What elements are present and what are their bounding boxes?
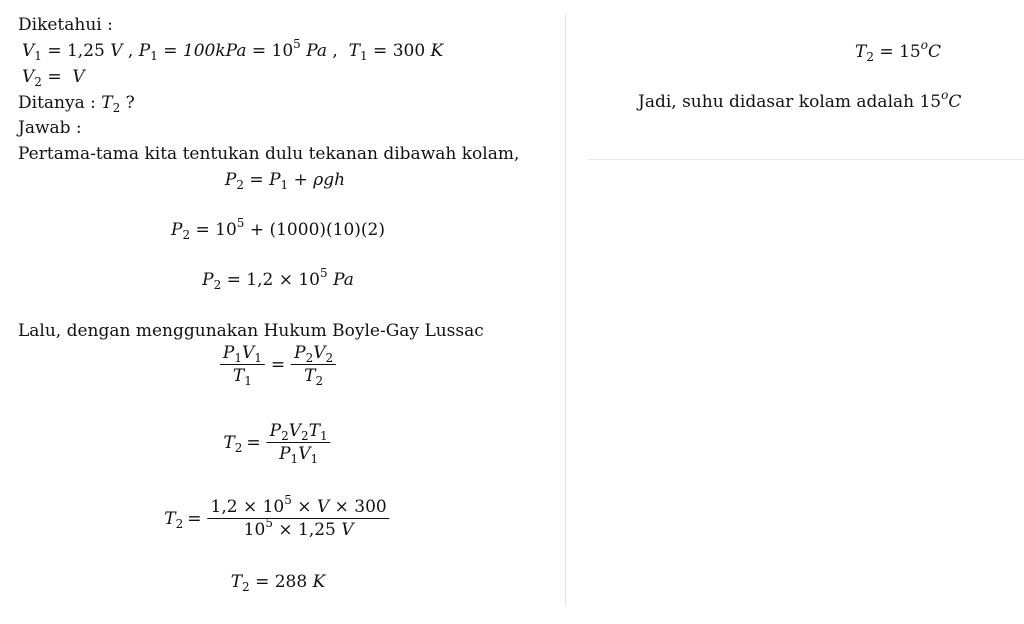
- equation-t2-kelvin: $T_2 = 288$ K: [230, 572, 326, 594]
- equation-t2-calculation: $T_2$ = $\frac{1,2 \times 10^5 \times V \times 300}{10^5 \times 1,25 V}$: [164, 496, 391, 541]
- conclusion-text: Jadi, suhu didasar kolam adalah 15$^o$C: [638, 88, 962, 112]
- given-v2-line: $V_2 = V$: [22, 67, 85, 89]
- diketahui-heading: Diketahui :: [18, 15, 113, 35]
- equation-p2-result: $P_2 = 1,2 \times 10^5$ Pa: [202, 266, 354, 292]
- given-values-line: $V_1 = 1,25$ V , $P_1 = 100kPa = 10^5$ Pa , $T_1 = 300$ K: [22, 37, 444, 63]
- intro-paragraph: Pertama-tama kita tentukan dulu tekanan dibawah kolam,: [18, 144, 520, 164]
- equation-t2-formula: $T_2$ = $\frac{P_2V_2T_1}{P_1V_1}$: [223, 420, 332, 465]
- boyle-gay-lussac-paragraph: Lalu, dengan menggunakan Hukum Boyle-Gay Lussac: [18, 321, 484, 341]
- ditanya-line: Ditanya : $T_2$ ?: [18, 93, 135, 115]
- equation-p2-formula: $P_2 = P_1 + \rho gh$: [224, 170, 346, 192]
- column-divider: [565, 14, 566, 606]
- equation-p2-substitution: $P_2 = 10^5 + (1000)(10)(2)$: [171, 216, 385, 242]
- equation-gas-law: $\frac{P_1V_1}{T_1}$ = $\frac{P_2V_2}{T_2}$: [218, 342, 338, 387]
- equation-t2-celsius: $T_2 = 15^oC$: [855, 38, 941, 64]
- jawab-heading: Jawab :: [18, 118, 82, 138]
- horizontal-rule: [588, 159, 1024, 160]
